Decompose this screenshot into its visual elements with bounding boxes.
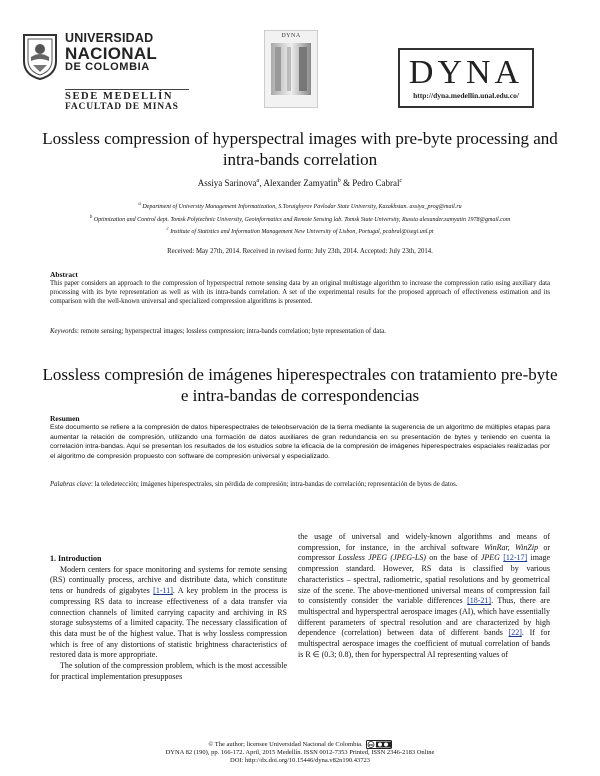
citation-link[interactable]: [18-21]	[467, 596, 492, 606]
cover-title: DYNA	[281, 33, 301, 39]
affiliation-text: Optimization and Control dept. Tomsk Polytechnic University, Geoinformatics and Remote Sensing lab. Tomsk State University, Russia alexander.zamyatin 1978@gmail.com	[93, 216, 511, 223]
resumen-text: Este documento se refiere a la compresión de datos hiperespectrales de teleobservación de la tierra mediante la sugerencia de un algoritmo de múltiples etapas para aumentar la relación de compresión, utilizando una formación de datos auxiliares de gran redundancia en su presentación de bytes y teniendo en cuenta la correlación intra-bandas. Aquí se presentan los resultados de los estudios sobre la eficacia de la compresión de imágenes hiperespectrales espaciales realizadas por el algoritmo de compresión propuesto con software de compresión universal y especializado.	[50, 424, 550, 460]
paragraph	[298, 532, 550, 660]
citation-link[interactable]: [22]	[508, 628, 522, 638]
author-name: Pedro Cabral	[352, 178, 400, 188]
journal-name: DYNA	[408, 54, 524, 91]
journal-url[interactable]: http://dyna.medellin.unal.edu.co/	[413, 91, 519, 100]
affiliation-mark: a	[138, 202, 141, 207]
paragraph: The solution of the compression problem, which is the most accessible for practical implementation presupposes	[50, 661, 287, 681]
keywords-label: Keywords	[50, 328, 77, 335]
citation-link[interactable]: [12-17]	[503, 553, 528, 563]
affiliation-item	[40, 213, 560, 226]
palabras-text: : la teledetección; imágenes hiperespectrales, sin pérdida de compresión; intra-bandas de correlación; representación de bytes de datos.	[90, 481, 458, 488]
university-seal-icon	[20, 31, 60, 81]
palabras-clave	[50, 480, 550, 490]
paragraph-text: . Thus, there are multispectral and hyperspectral aerospace images (AI), which have essentially different parameters of spectral resolution and are characterized by high dependence (correlation) between data of different bands	[298, 596, 551, 638]
body-column-right	[298, 532, 550, 660]
article-title-spanish: Lossless compresión de imágenes hiperespectrales con tratamiento pre-byte e intra-bandas de correspondencias	[42, 365, 558, 405]
resumen-heading: Resumen	[50, 414, 80, 423]
software-name: WinRar, WinZip	[484, 542, 539, 552]
university-campus: SEDE MEDELLÍN	[65, 91, 174, 102]
university-logo	[65, 31, 205, 112]
paragraph-text: . If for multispectral aerospace images the coefficient of mutual correlation of bands is R ∈ (0.3; 0.8), then for hyperspectral AI representing values of	[298, 628, 550, 659]
affiliation-mark: b	[89, 214, 93, 220]
university-name-line3: DE COLOMBIA	[65, 61, 150, 73]
paragraph-text: or compressor	[298, 542, 551, 563]
section-heading: 1. Introduction	[50, 554, 102, 563]
university-name-line1: UNIVERSIDAD	[65, 31, 154, 45]
footer-citation: DYNA 82 (190), pp. 166-172. April, 2015 Medellín. ISSN 0012-7353 Printed, ISSN 2346-2183 Online	[165, 749, 435, 757]
author-affil-mark: a	[256, 178, 260, 184]
university-faculty: FACULTAD DE MINAS	[65, 102, 179, 112]
author-list	[40, 178, 560, 188]
journal-logo	[398, 48, 534, 108]
footer-doi[interactable]: DOI: http://dx.doi.org/10.15446/dyna.v82n190.43723	[230, 757, 370, 765]
university-name-line2: NACIONAL	[65, 44, 158, 63]
affiliation-item	[40, 200, 560, 213]
author-separator: &	[340, 178, 353, 188]
paragraph-text: the usage of universal and widely-known algorithms and means of compression, for instance, in the archival software	[298, 532, 550, 552]
paragraph-text: on the base of	[425, 553, 481, 563]
body-column-left	[50, 554, 287, 682]
author-name: Alexander Zamyatin	[263, 178, 338, 188]
abstract-text: This paper considers an approach to the compression of hyperspectral remote sensing data by an original multistage algorithm to increase the compression ratio using auxiliary data processing with its byte representation as well as with its intra-bands correlation. A set of the experimental results for the proposed approach of effectiveness estimation and its comparison with the well-known universal and specialized compression algorithms is presented.	[50, 280, 550, 305]
author-separator: ,	[259, 178, 264, 188]
affiliations	[40, 200, 560, 238]
keywords-text: : remote sensing; hyperspectral images; lossless compression; intra-bands correlation; byte representation of data.	[76, 328, 386, 335]
page-footer	[40, 740, 560, 766]
received-dates: Received: May 27th, 2014. Received in revised form: July 23th, 2014. Accepted: July 23th, 2014.	[167, 248, 433, 255]
journal-cover-thumbnail	[264, 30, 318, 108]
affiliation-item	[40, 225, 560, 238]
paragraph-text: Modern centers for space monitoring and systems for remote sensing (RS) continually process, archive and distribute data, which constitute tens or hundreds of gigabytes	[50, 564, 287, 596]
software-name: Lossless JPEG (JPEG-LS)	[338, 553, 426, 563]
creative-commons-icon[interactable]	[366, 740, 392, 749]
keywords	[50, 328, 550, 335]
author-name: Assiya Sarinova	[197, 178, 257, 188]
footer-license-line	[40, 740, 560, 749]
author-affil-mark: b	[337, 178, 341, 184]
affiliation-text: Institute of Statistics and Information Management New University of Lisbon, Portugal, pcabral@isegi.unl.pt	[170, 229, 434, 235]
affiliation-mark: c	[166, 227, 169, 232]
license-badge-text: cc	[368, 743, 373, 747]
paragraph-text: . A key problem in the process is compressing RS data to increase effectiveness of a data transfer via connection channels of limited carrying capacity and archiving in RS storage subsystems of a limited capacity. The necessary classification of this data must be of the highest value. That is why lossless compression which is free of any distortions of statistic brightness characteristics of restored data is more appropriate.	[50, 586, 288, 660]
license-text: © The author; licensee Universidad Nacional de Colombia.	[208, 740, 363, 748]
affiliation-text: Department of University Management Informatization, S.Toraighyrov Pavlodar State University, Kazakhstan. assiya_prog@mail.ru	[142, 204, 462, 210]
cover-image-icon	[271, 43, 311, 95]
standard-name: JPEG	[480, 553, 500, 563]
abstract-heading: Abstract	[50, 270, 78, 279]
paragraph-text: image compression standard. However, RS data is classified by various characteristics – spectral, radiometric, spatial resolutions and by geometrical size of the scene. The above-mentioned universal means of compression fail to consistently consider the variable differences	[298, 553, 551, 606]
author-affil-mark: c	[399, 178, 403, 184]
article-title-english: Lossless compression of hyperspectral images with pre-byte processing and intra-bands correlation	[42, 129, 558, 169]
palabras-label: Palabras clave	[50, 481, 91, 488]
logo-divider	[65, 89, 189, 90]
citation-link[interactable]: [1-11]	[153, 586, 173, 596]
paragraph	[50, 565, 287, 661]
